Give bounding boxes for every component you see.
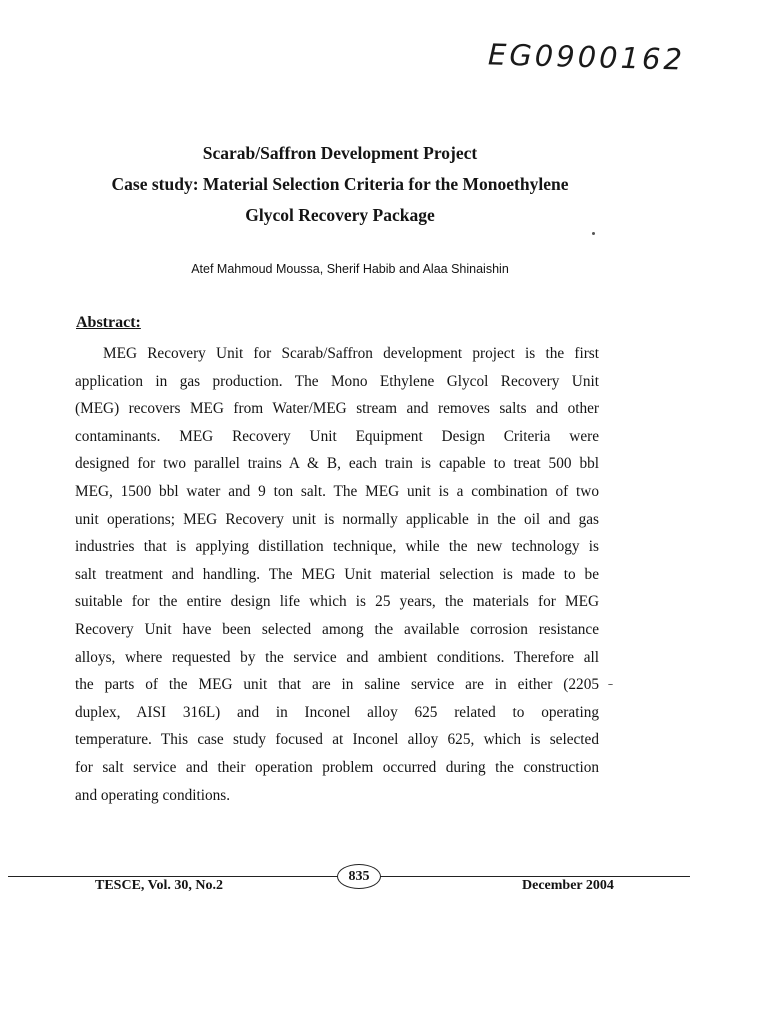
title-line-2: Case study: Material Selection Criteria for the Monoethylene: [111, 174, 569, 194]
abstract-line: and operating conditions.: [75, 786, 231, 804]
abstract-line: MEG Recovery Unit for Scarab/Saffron development project is the first: [103, 345, 599, 362]
abstract-heading-text: Abstract: [76, 314, 136, 331]
abstract-line: alloys, where requested by the service and ambient conditions. Therefore all: [75, 648, 599, 666]
abstract-line: unit operations; MEG Recovery unit is normally applicable in the oil and gas: [75, 510, 599, 528]
abstract-line: industries that is applying distillation technique, while the new technology is: [75, 538, 599, 556]
abstract-line: duplex, AISI 316L) and in Inconel alloy 625 related to operating: [75, 703, 599, 721]
abstract-body: [75, 340, 599, 809]
title-line-1: Scarab/Saffron Development Project: [202, 143, 478, 163]
author-list: Atef Mahmoud Moussa, Sherif Habib and Alaa Shinaishin: [191, 262, 509, 276]
abstract-line: (MEG) recovers MEG from Water/MEG stream and removes salts and other: [75, 400, 599, 418]
footer-rule-right: [378, 876, 690, 877]
abstract-line: salt treatment and handling. The MEG Unit material selection is made to be: [75, 565, 599, 583]
abstract-line: suitable for the entire design life which is 25 years, the materials for MEG: [75, 593, 599, 611]
abstract-line: for salt service and their operation problem occurred during the construction: [75, 758, 599, 776]
abstract-line: Recovery Unit have been selected among the available corrosion resistance: [75, 620, 599, 638]
footer-date: December 2004: [522, 878, 614, 893]
abstract-heading: [76, 314, 141, 332]
abstract-line: contaminants. MEG Recovery Unit Equipment Design Criteria were: [75, 427, 599, 445]
title-line-3: Glycol Recovery Package: [245, 205, 435, 225]
handwritten-document-id: EG0900162: [487, 37, 686, 77]
abstract-line: temperature. This case study focused at Inconel alloy 625, which is selected: [75, 731, 599, 749]
footer-rule-left: [8, 876, 340, 877]
footer-journal: TESCE, Vol. 30, No.2: [95, 878, 223, 893]
scan-speck: [592, 232, 595, 235]
page-number-badge: 835: [337, 864, 381, 889]
abstract-heading-colon: :: [135, 314, 141, 331]
abstract-line: MEG, 1500 bbl water and 9 ton salt. The MEG unit is a combination of two: [75, 482, 599, 500]
abstract-line: designed for two parallel trains A & B, each train is capable to treat 500 bbl: [75, 455, 599, 473]
scan-speck: [608, 684, 613, 685]
abstract-line: application in gas production. The Mono Ethylene Glycol Recovery Unit: [75, 372, 599, 390]
paper-title: [60, 138, 620, 231]
abstract-line: the parts of the MEG unit that are in saline service are in either (2205: [75, 676, 599, 694]
